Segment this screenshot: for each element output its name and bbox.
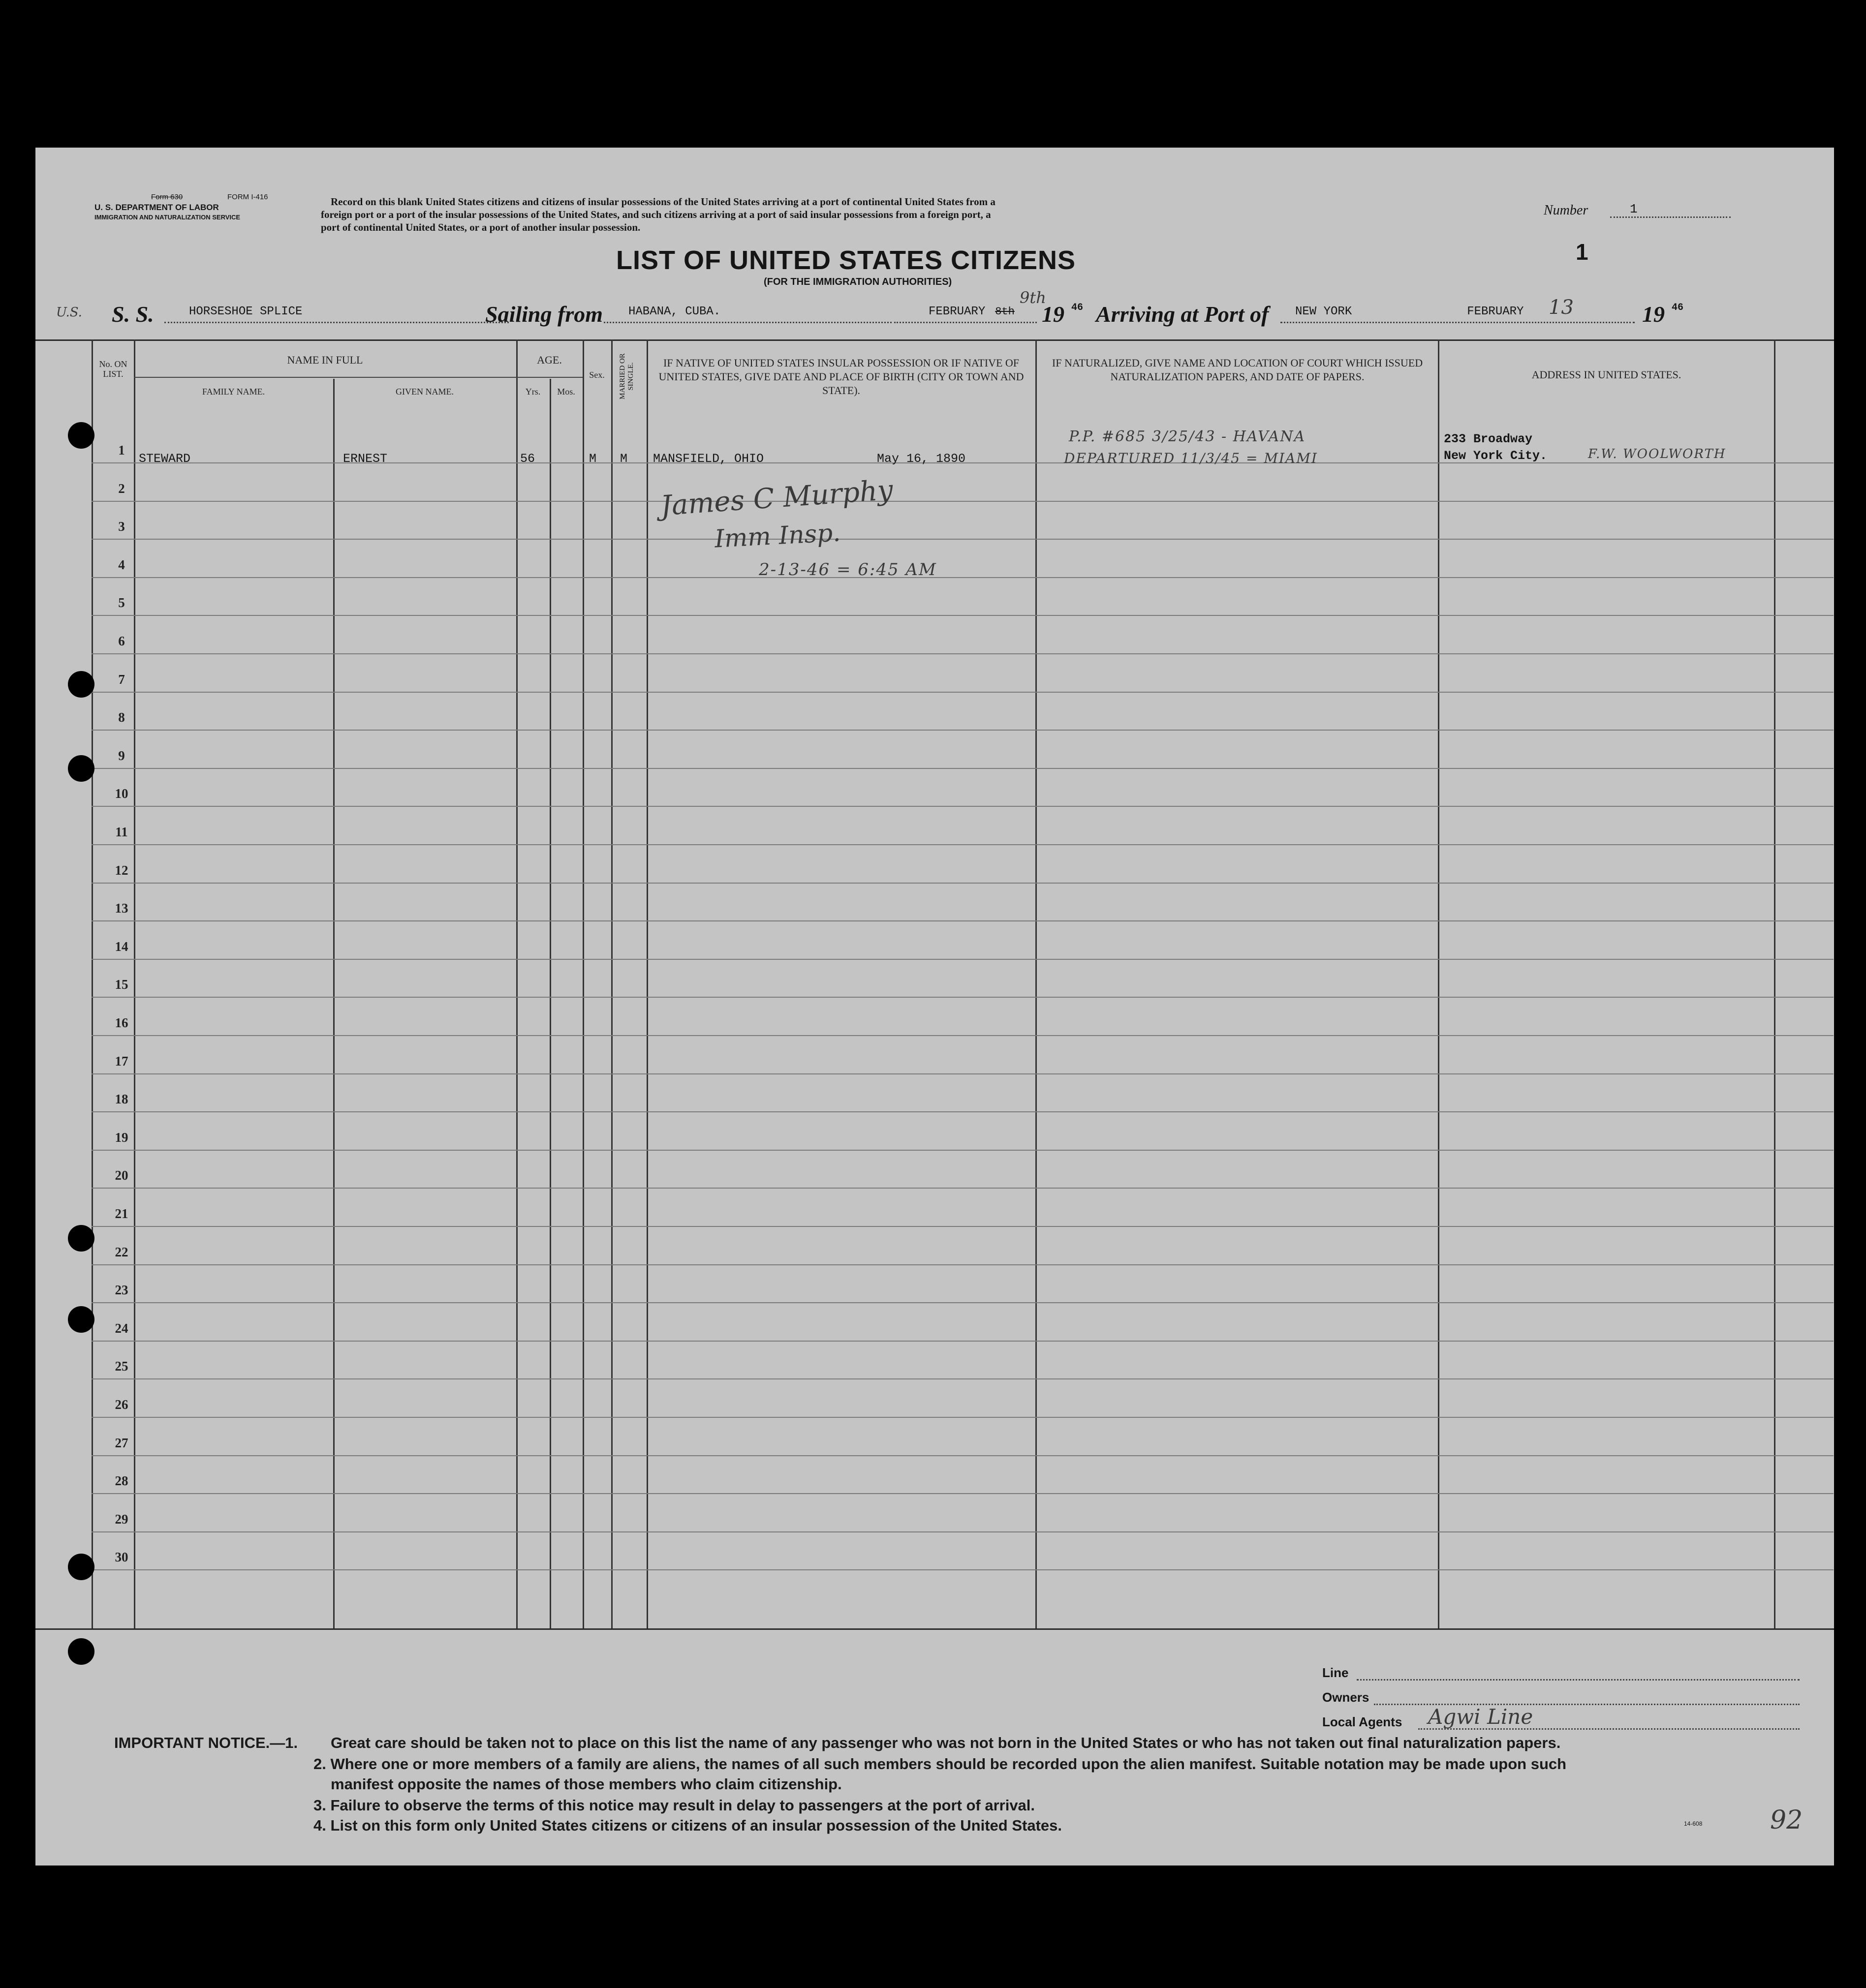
instruction-line-1: Record on this blank United States citizens and citizens of insular possessions of the United States arriving at a port of continental United States from a — [331, 196, 995, 208]
row-number: 8 — [118, 710, 125, 725]
year-to-suffix: 46 — [1672, 302, 1684, 313]
form-sheet — [35, 148, 1834, 1866]
row-number: 6 — [118, 634, 125, 648]
agency-name: U. S. DEPARTMENT OF LABOR — [94, 203, 219, 212]
col-divider-age — [516, 339, 518, 1628]
row-rule — [92, 1341, 1834, 1342]
col-header-given: GIVEN NAME. — [396, 387, 454, 397]
col-divider-given — [333, 379, 335, 1628]
inspector-title: Imm Insp. — [714, 518, 841, 553]
year-from-prefix: 19 — [1042, 302, 1064, 327]
day-to: 13 — [1549, 296, 1574, 319]
row-number: 24 — [115, 1321, 128, 1336]
row-number: 11 — [115, 825, 128, 839]
row-rule — [92, 577, 1834, 578]
number-field: 1 — [1610, 202, 1731, 218]
row-number: 22 — [115, 1245, 128, 1259]
notice-1: Great care should be taken not to place on this list the name of any passenger who was not born in the United States or who has not taken out final naturalization papers. — [331, 1734, 1561, 1751]
page-title: LIST OF UNITED STATES CITIZENS — [616, 245, 1076, 275]
col-header-yrs: Yrs. — [525, 387, 541, 397]
row-rule — [92, 1531, 1834, 1532]
sheet-number: 1 — [1576, 239, 1588, 265]
row-rule — [92, 692, 1834, 693]
row-number: 30 — [115, 1550, 128, 1564]
col-header-married: MARRIED OR SINGLE. — [619, 353, 635, 399]
printer-stamp: 14-608 — [1684, 1820, 1703, 1827]
entry-naturalization-2: DEPARTURED 11/3/45 = MIAMI — [1064, 450, 1318, 466]
line-field — [1357, 1665, 1800, 1681]
row-number: 5 — [118, 595, 125, 610]
row-number: 25 — [115, 1359, 128, 1374]
col-divider-married — [611, 339, 613, 1628]
number-label: Number — [1544, 203, 1588, 218]
punch-hole — [68, 1306, 94, 1333]
punch-hole — [68, 755, 94, 782]
col-divider-birth — [647, 339, 648, 1628]
sailing-label: Sailing from — [485, 302, 603, 327]
row-rule — [92, 1035, 1834, 1036]
row-rule — [92, 768, 1834, 769]
row-number: 17 — [115, 1054, 128, 1069]
row-number: 26 — [115, 1397, 128, 1412]
entry-birthplace: MANSFIELD, OHIO — [653, 452, 764, 466]
notice-3: 3. Failure to observe the terms of this notice may result in delay to passengers at the port of arrival. — [313, 1797, 1035, 1814]
agents-value: Agwi Line — [1428, 1705, 1533, 1729]
ship-name-field: HORSESHOE SPLICE — [164, 305, 509, 323]
col-header-mos: Mos. — [557, 387, 575, 397]
row-number: 2 — [118, 481, 125, 496]
row-number: 28 — [115, 1473, 128, 1488]
row-rule — [92, 806, 1834, 807]
row-rule — [92, 1111, 1834, 1112]
row-rule — [92, 653, 1834, 654]
row-rule — [92, 883, 1834, 884]
row-rule — [92, 1569, 1834, 1570]
row-rule — [92, 615, 1834, 616]
old-form-number: Form 630 — [151, 193, 183, 201]
row-rule — [92, 1378, 1834, 1379]
row-rule — [92, 1493, 1834, 1494]
row-rule — [92, 1226, 1834, 1227]
row-number: 29 — [115, 1512, 128, 1527]
agents-label: Local Agents — [1322, 1714, 1402, 1729]
col-divider-mos — [550, 379, 551, 1628]
table-top-border — [35, 339, 1834, 341]
year-to-prefix: 19 — [1642, 302, 1665, 327]
inspector-timestamp: 2-13-46 = 6:45 AM — [759, 560, 937, 580]
row-rule — [92, 959, 1834, 960]
row-number: 20 — [115, 1168, 128, 1183]
col-divider-sex — [583, 339, 584, 1628]
punch-hole — [68, 1554, 94, 1580]
row-number: 10 — [115, 786, 128, 801]
arriving-label: Arriving at Port of — [1096, 302, 1269, 327]
owners-field — [1374, 1690, 1800, 1705]
notice-2a: 2. Where one or more members of a family are aliens, the names of all such members should be recorded upon the alien manifest. Suitable notation may be made upon such — [313, 1755, 1567, 1773]
col-header-naturalized: IF NATURALIZED, GIVE NAME AND LOCATION OF COURT WHICH ISSUED NATURALIZATION PAPERS, AND DATE OF PAPERS. — [1052, 357, 1423, 383]
entry-address-2: New York City. — [1444, 449, 1548, 463]
row-number: 21 — [115, 1206, 128, 1221]
row-rule — [92, 1264, 1834, 1265]
year-from-suffix: 46 — [1071, 302, 1084, 313]
entry-address-note: F.W. WOOLWORTH — [1588, 447, 1726, 461]
entry-family-name: STEWARD — [139, 452, 191, 466]
page-mark: 92 — [1770, 1805, 1803, 1835]
date-from-field: FEBRUARY 8th — [894, 305, 1037, 323]
row-rule — [92, 1150, 1834, 1151]
page-subtitle: (FOR THE IMMIGRATION AUTHORITIES) — [764, 276, 952, 287]
row-rule — [92, 730, 1834, 731]
row-rule — [92, 1073, 1834, 1074]
notice-label: IMPORTANT NOTICE.—1. — [114, 1734, 298, 1751]
row-number: 3 — [118, 519, 125, 534]
col-header-age: AGE. — [537, 354, 562, 366]
form-number: FORM I-416 — [227, 193, 268, 201]
col-divider-no — [92, 339, 93, 1628]
row-number: 23 — [115, 1283, 128, 1297]
row-rule — [92, 1455, 1834, 1456]
ss-label: S. S. — [112, 302, 154, 327]
row-number: 7 — [118, 672, 125, 687]
row-number: 16 — [115, 1015, 128, 1030]
day-handwritten: 9th — [1020, 288, 1046, 307]
col-header-birth: IF NATIVE OF UNITED STATES INSULAR POSSESSION OR IF NATIVE OF UNITED STATES, GIVE DATE AND PLACE OF BIRTH (CITY OR TOWN AND STATE). — [658, 357, 1024, 397]
row-number: 1 — [118, 443, 125, 458]
port-to-field: NEW YORK FEBRUARY — [1280, 305, 1635, 323]
col-divider-address — [1438, 339, 1439, 1628]
col-header-no: No. ON LIST. — [99, 359, 127, 379]
row-rule — [92, 844, 1834, 845]
instruction-line-2: foreign port or a port of the insular possessions of the United States, and such citizens arriving at a port of said insular possessions from a foreign port, a — [321, 209, 991, 220]
row-number: 9 — [118, 748, 125, 763]
port-from-field: HABANA, CUBA. — [604, 305, 892, 323]
row-number: 14 — [115, 939, 128, 954]
entry-given-name: ERNEST — [343, 452, 388, 466]
col-header-address: ADDRESS IN UNITED STATES. — [1531, 368, 1681, 381]
subheader-line — [134, 377, 583, 378]
notice-2b: manifest opposite the names of those members who claim citizenship. — [331, 1775, 842, 1793]
entry-married: M — [620, 452, 628, 466]
col-header-family: FAMILY NAME. — [202, 387, 265, 397]
row-rule — [92, 1188, 1834, 1189]
row-number: 13 — [115, 901, 128, 916]
margin-note: U.S. — [56, 305, 82, 320]
owners-label: Owners — [1322, 1690, 1369, 1705]
col-divider-last — [1774, 339, 1775, 1628]
row-number: 12 — [115, 863, 128, 878]
entry-sex: M — [589, 452, 597, 466]
punch-hole — [68, 1225, 94, 1252]
entry-naturalization-1: P.P. #685 3/25/43 - HAVANA — [1069, 428, 1306, 445]
col-header-name: NAME IN FULL — [287, 354, 363, 366]
row-number: 18 — [115, 1092, 128, 1106]
row-rule — [92, 539, 1834, 540]
row-rule — [92, 997, 1834, 998]
inspector-signature: James C Murphy — [659, 474, 894, 522]
entry-birthdate: May 16, 1890 — [877, 452, 966, 466]
row-number: 27 — [115, 1436, 128, 1450]
col-divider-naturalized — [1035, 339, 1037, 1628]
notice-4: 4. List on this form only United States citizens or citizens of an insular possession of the United States. — [313, 1817, 1062, 1834]
row-rule — [92, 501, 1834, 502]
row-number: 15 — [115, 977, 128, 992]
punch-hole — [68, 671, 94, 698]
punch-hole — [68, 422, 94, 449]
row-rule — [92, 920, 1834, 921]
punch-hole — [68, 1638, 94, 1665]
entry-address-1: 233 Broadway — [1444, 432, 1533, 446]
row-rule — [92, 1417, 1834, 1418]
entry-age-years: 56 — [520, 452, 535, 466]
table-bottom-border — [35, 1628, 1834, 1630]
line-label: Line — [1322, 1665, 1349, 1680]
agency-service: IMMIGRATION AND NATURALIZATION SERVICE — [94, 214, 241, 221]
row-number: 19 — [115, 1130, 128, 1145]
instruction-line-3: port of continental United States, or a port of another insular possession. — [321, 221, 641, 233]
col-header-sex: Sex. — [589, 370, 605, 380]
row-rule — [92, 1302, 1834, 1303]
row-number: 4 — [118, 557, 125, 572]
